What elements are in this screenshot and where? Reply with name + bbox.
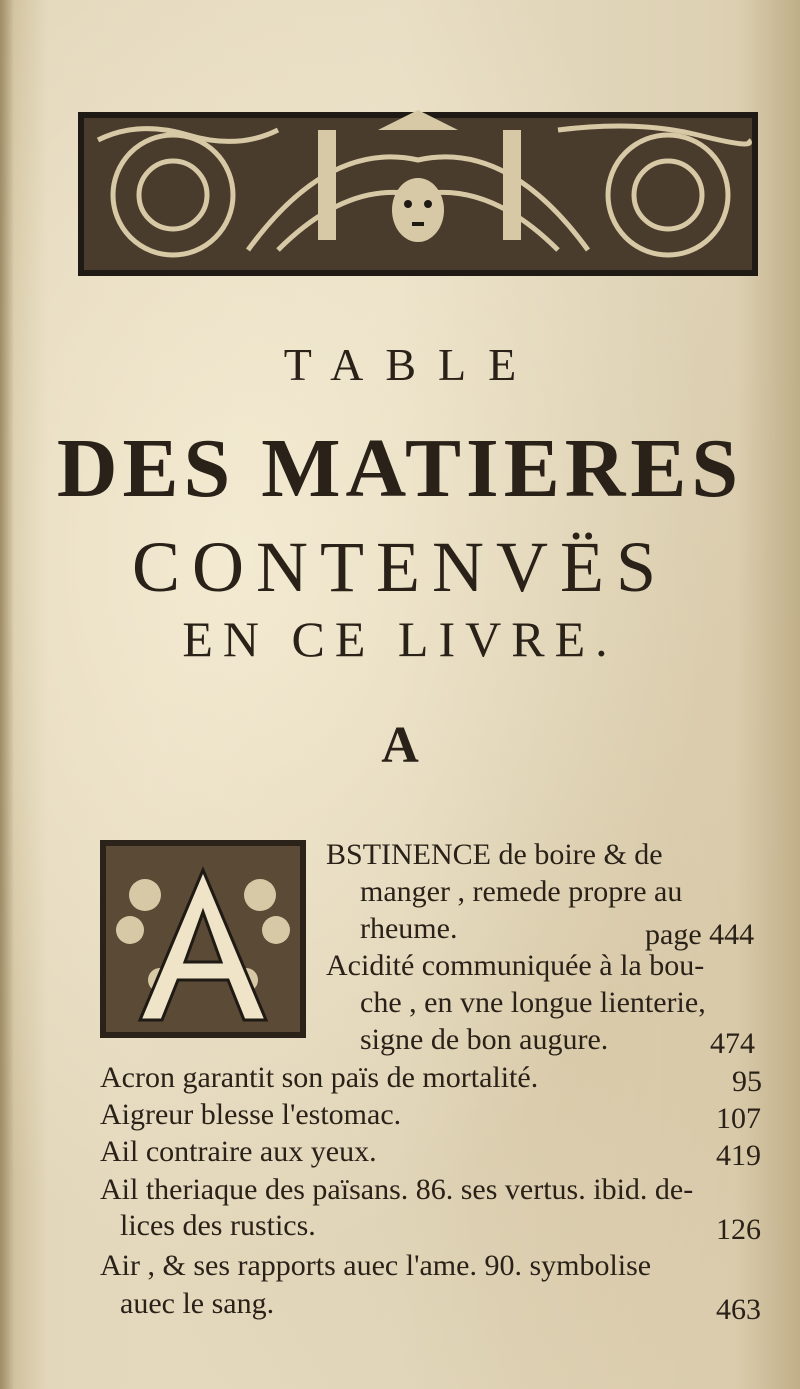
title-des-matieres: DES MATIERES xyxy=(56,422,744,515)
entry-line: Ail contraire aux yeux. xyxy=(100,1135,377,1168)
page-number: 419 xyxy=(716,1139,761,1172)
entry-line: Ail theriaque des païsans. 86. ses vertus. ibid. de- xyxy=(100,1173,694,1206)
page-number: 474 xyxy=(710,1027,755,1060)
section-letter-a: A xyxy=(381,717,419,774)
entry-line: rheume. xyxy=(360,912,458,945)
entry-line: Air , & ses rapports auec l'ame. 90. symbolise xyxy=(100,1249,652,1282)
entry-line: Aigreur blesse l'estomac. xyxy=(100,1098,402,1131)
entry-line: auec le sang. xyxy=(120,1287,275,1320)
entry-line: Acron garantit son païs de mortalité. xyxy=(100,1061,539,1094)
title-contenves: CONTENVËS xyxy=(132,527,668,607)
entry-line: che , en vne longue lienterie, xyxy=(360,986,706,1019)
page-number: 95 xyxy=(732,1065,762,1098)
entry-line: lices des rustics. xyxy=(120,1209,316,1242)
page-number: 107 xyxy=(716,1102,761,1135)
page-number: 463 xyxy=(716,1293,761,1326)
entry-line: Acidité communiquée à la bou- xyxy=(326,949,705,982)
entry-line: manger , remede propre au xyxy=(360,875,683,908)
title-table: TABLE xyxy=(283,339,539,390)
entry-line: signe de bon augure. xyxy=(360,1023,609,1056)
page-number: 126 xyxy=(716,1213,761,1246)
title-en-ce-livre: EN CE LIVRE. xyxy=(182,611,618,667)
page-number: page 444 xyxy=(645,918,755,951)
ornamental-initial-a-icon xyxy=(100,840,306,1038)
page-gutter-shadow xyxy=(0,0,14,1389)
woodcut-headpiece-icon xyxy=(78,100,758,286)
entry-line: BSTINENCE de boire & de xyxy=(326,838,663,871)
